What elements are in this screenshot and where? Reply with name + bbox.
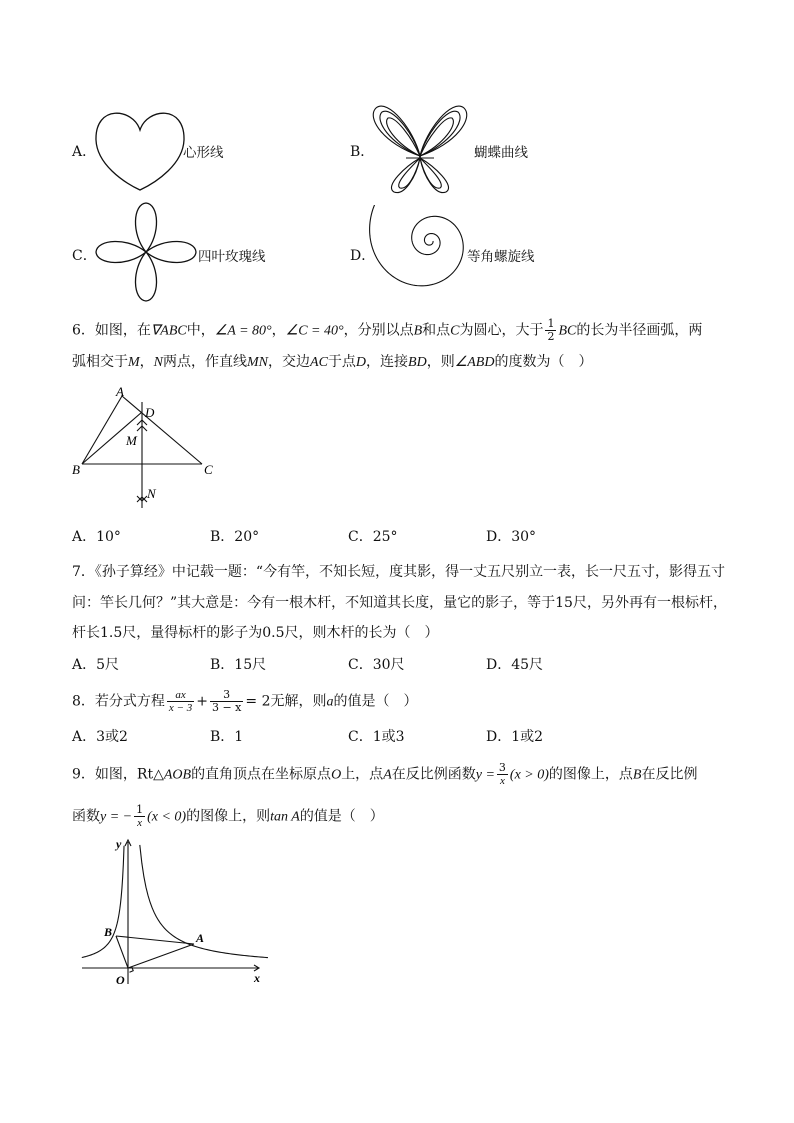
option-c-caption: 四叶玫瑰线 (198, 249, 266, 265)
q7-option-b: B．15尺 (210, 657, 267, 673)
q6-option-b: B．20° (210, 529, 260, 545)
q8-fraction-2: $\frac{3}{3 - x}$ (211, 688, 242, 714)
q8-option-d: D．1或2 (486, 729, 544, 745)
q8-fraction-1: $\frac{ax}{x - 3}$ (168, 689, 193, 714)
label-O: O (116, 973, 125, 986)
q6-option-d: D．30° (486, 529, 537, 545)
equiangular-spiral-figure (368, 205, 468, 295)
q6-line1: 6．如图，在∇ABC中，∠A = 80°，∠C = 40°，分别以点B和点C为圆心，大于 $\frac{1}{2}$ BC的长为半径画弧，两 (72, 317, 703, 343)
q9-fraction-2: $\frac{1}{x}$ (136, 803, 144, 829)
half-fraction: $\frac{1}{2}$ (547, 317, 555, 343)
q8-option-c: C．1或3 (348, 729, 405, 745)
q9-coordinate-figure (78, 836, 268, 986)
label-C: C (204, 462, 213, 477)
option-c-letter: C． (72, 248, 97, 264)
option-b-letter: B． (350, 144, 375, 160)
label-B: B (72, 462, 80, 477)
option-d-letter: D． (350, 248, 376, 264)
cardioid-figure (93, 102, 187, 194)
butterfly-figure (370, 100, 470, 195)
q6-option-c: C．25° (348, 529, 398, 545)
q6-option-a: A．10° (72, 529, 121, 545)
label-y: y (116, 837, 122, 851)
label-B: B (104, 925, 113, 939)
q7-option-c: C．30尺 (348, 657, 405, 673)
label-A: A (116, 384, 124, 399)
q7-line3: 杆长1.5尺，量得标杆的影子为0.5尺，则木杆的长为（ ） (72, 625, 439, 641)
q9-line1: 9．如图，Rt△AOB的直角顶点在坐标原点O上，点A在反比例函数y = $\frac{3}{x}$ (x > 0)的图像上，点B在反比例 (72, 761, 698, 787)
label-M: M (126, 433, 137, 448)
q8-option-a: A．3或2 (72, 729, 128, 745)
q7-line1: 7．《孙子算经》中记载一题：“今有竿，不知长短，度其影，得一丈五尺别立一表，长一尺五寸，影得五寸 (72, 564, 726, 580)
label-D: D (145, 405, 155, 420)
label-A: A (196, 931, 205, 945)
q9-line2: 函数y = − $\frac{1}{x}$ (x < 0)的图像上，则tan A的值是（ ） (72, 803, 384, 829)
four-leaf-rose-figure (93, 200, 199, 304)
option-a-letter: A． (72, 144, 97, 160)
option-b-caption: 蝴蝶曲线 (474, 145, 528, 161)
q7-option-a: A．5尺 (72, 657, 120, 673)
label-x: x (254, 971, 260, 985)
q6-triangle-figure (68, 384, 228, 516)
q9-fraction-1: $\frac{3}{x}$ (498, 761, 506, 787)
q6-line2: 弧相交于M，N两点，作直线MN，交边AC于点D，连接BD，则∠ABD的度数为（ ） (72, 354, 593, 370)
option-a-caption: 心形线 (183, 145, 224, 161)
q7-line2: 问：竿长几何？”其大意是：今有一根木杆，不知道其长度，量它的影子，等于15尺，另外再有一根标杆， (72, 595, 727, 611)
q8-option-b: B．1 (210, 729, 244, 745)
label-N: N (147, 486, 156, 501)
q8-line: 8．若分式方程 $\frac{ax}{x - 3}$ + $\frac{3}{3 - x}$ = 2无解，则a的值是（ ） (72, 688, 418, 714)
option-d-caption: 等角螺旋线 (467, 249, 535, 265)
q7-option-d: D．45尺 (486, 657, 544, 673)
